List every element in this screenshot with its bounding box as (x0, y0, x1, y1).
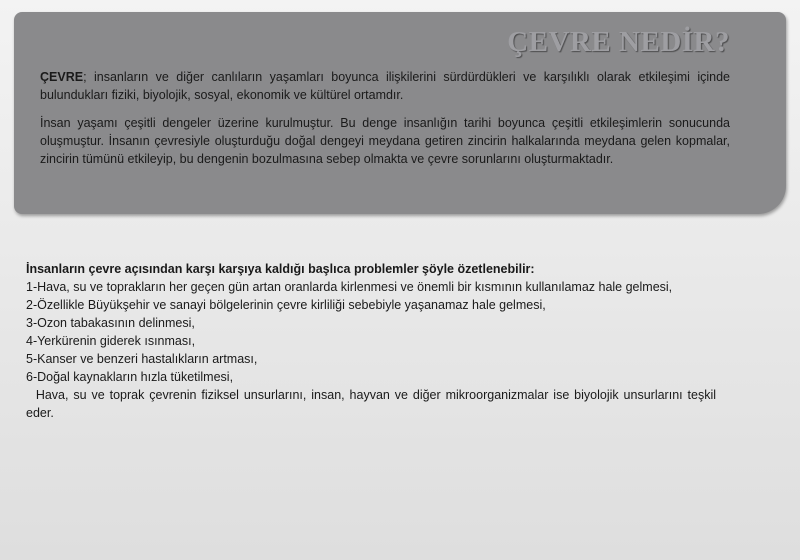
definition-panel (14, 12, 786, 214)
problems-heading: İnsanların çevre açısından karşı karşıya kaldığı başlıca problemler şöyle özetlenebilir: (26, 262, 535, 276)
definition-term: ÇEVRE (40, 70, 84, 84)
balance-paragraph: İnsan yaşamı çeşitli dengeler üzerine kurulmuştur. Bu denge insanlığın tarihi boyunca çeşitli etkileşimlerin sonucunda oluşmuştur. İnsanın çevresiyle oluşturduğu doğal dengeyi meydana getiren zincirin halkalarında meydana gelen kopmalar, zincirin tümünü etkileyip, bu dengenin bozulmasına sebep olmakta ve çevre sorunlarını oluşturmaktadır. (40, 116, 730, 166)
page-title: ÇEVRE NEDİR? (507, 26, 730, 58)
list-item: 6-Doğal kaynakların hızla tüketilmesi, (26, 370, 234, 384)
list-item: 2-Özellikle Büyükşehir ve sanayi bölgelerinin çevre kirliliği sebebiyle yaşanamaz hale gelmesi, (26, 298, 546, 312)
closing-paragraph: Hava, su ve toprak çevrenin fiziksel unsurlarını, insan, hayvan ve diğer mikroorganizmalar ise biyolojik unsurlarını teşkil eder. (26, 388, 720, 420)
list-item: 3-Ozon tabakasının delinmesi, (26, 316, 195, 330)
list-item: 5-Kanser ve benzeri hastalıkların artması, (26, 352, 258, 366)
definition-text: ; insanların ve diğer canlıların yaşamları boyunca ilişkilerini sürdürdükleri ve karşılıklı olarak etkileşimi içinde bulundukları fiziki, biyolojik, sosyal, ekonomik ve kültürel ortamdır. (40, 70, 730, 102)
problems-section (26, 260, 720, 422)
definition-paragraph (40, 68, 730, 104)
list-item: 4-Yerkürenin giderek ısınması, (26, 334, 196, 348)
list-item: 1-Hava, su ve toprakların her geçen gün artan oranlarda kirlenmesi ve önemli bir kısmının kullanılamaz hale gelmesi, (26, 280, 673, 294)
definition-text-block (40, 68, 730, 178)
